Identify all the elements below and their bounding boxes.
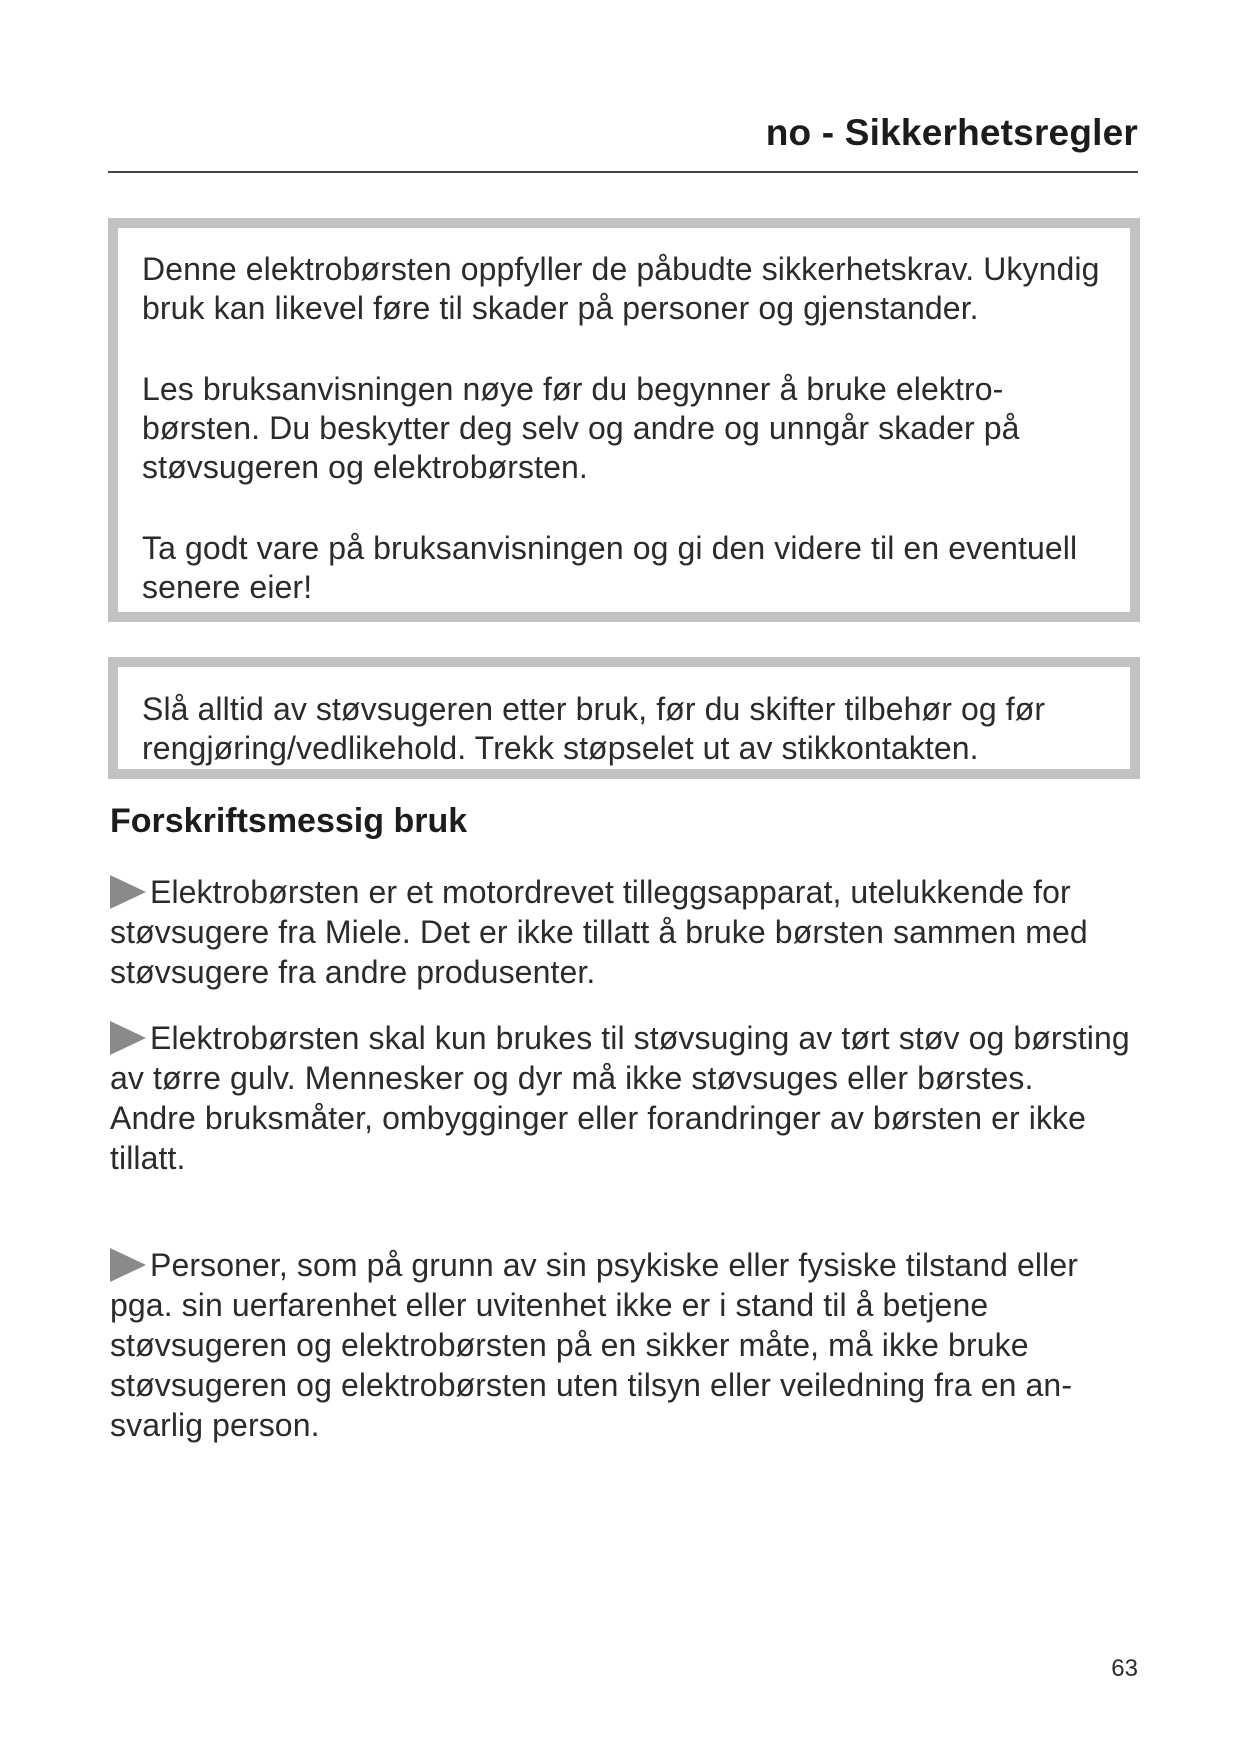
safety-item-text: Personer, som på grunn av sin psykiske eller fysiske tilstand eller pga. sin uerfarenhet eller uvitenhet ikke er i stand til å betjene støvsugeren og elektrobørsten på en sikker måte, må ikke bruke støvsugeren og elektrobørsten uten tilsyn eller veiledning fra en an-svarlig person. [110, 1247, 1078, 1443]
safety-item-text: Elektrobørsten skal kun brukes til støvsuging av tørt støv og børsting av tørre gulv. Mennesker og dyr må ikke støvsuges eller børstes. [110, 1020, 1130, 1096]
safety-notice-box [108, 218, 1140, 622]
safety-item-continuation: Andre bruksmåter, ombygginger eller forandringer av børsten er ikke tillatt. [110, 1100, 1087, 1176]
notice-paragraph: Denne elektrobørsten oppfyller de påbudte sikkerhetskrav. Ukyndig bruk kan likevel føre til skader på personer og gjenstander. [142, 251, 1100, 326]
notice-paragraph: Les bruksanvisningen nøye før du begynner å bruke elektro-børsten. Du beskytter deg selv og andre og unngår skader på støvsugeren og elektrobørsten. [142, 371, 1020, 485]
safety-item [110, 1018, 1140, 1178]
safety-item [110, 1245, 1140, 1445]
safety-item [110, 872, 1140, 992]
page-title: no - Sikkerhetsregler [765, 112, 1138, 153]
notice-paragraph: Slå alltid av støvsugeren etter bruk, før du skifter tilbehør og før rengjøring/vedlikehold. Trekk støpselet ut av stikkontakten. [142, 691, 1046, 766]
section-heading: Forskriftsmessig bruk [110, 802, 468, 840]
notice-paragraph: Ta godt vare på bruksanvisningen og gi den videre til en eventuell senere eier! [142, 530, 1078, 605]
triangle-bullet-icon [110, 875, 146, 909]
triangle-bullet-icon [110, 1021, 146, 1055]
warning-notice-box [108, 657, 1140, 779]
page-number: 63 [1111, 1655, 1138, 1682]
triangle-bullet-icon [110, 1248, 146, 1282]
safety-item-text: Elektrobørsten er et motordrevet tilleggsapparat, utelukkende for støvsugere fra Miele. Det er ikke tillatt å bruke børsten sammen med støvsugere fra andre produsenter. [110, 874, 1088, 990]
header-divider [108, 171, 1138, 173]
